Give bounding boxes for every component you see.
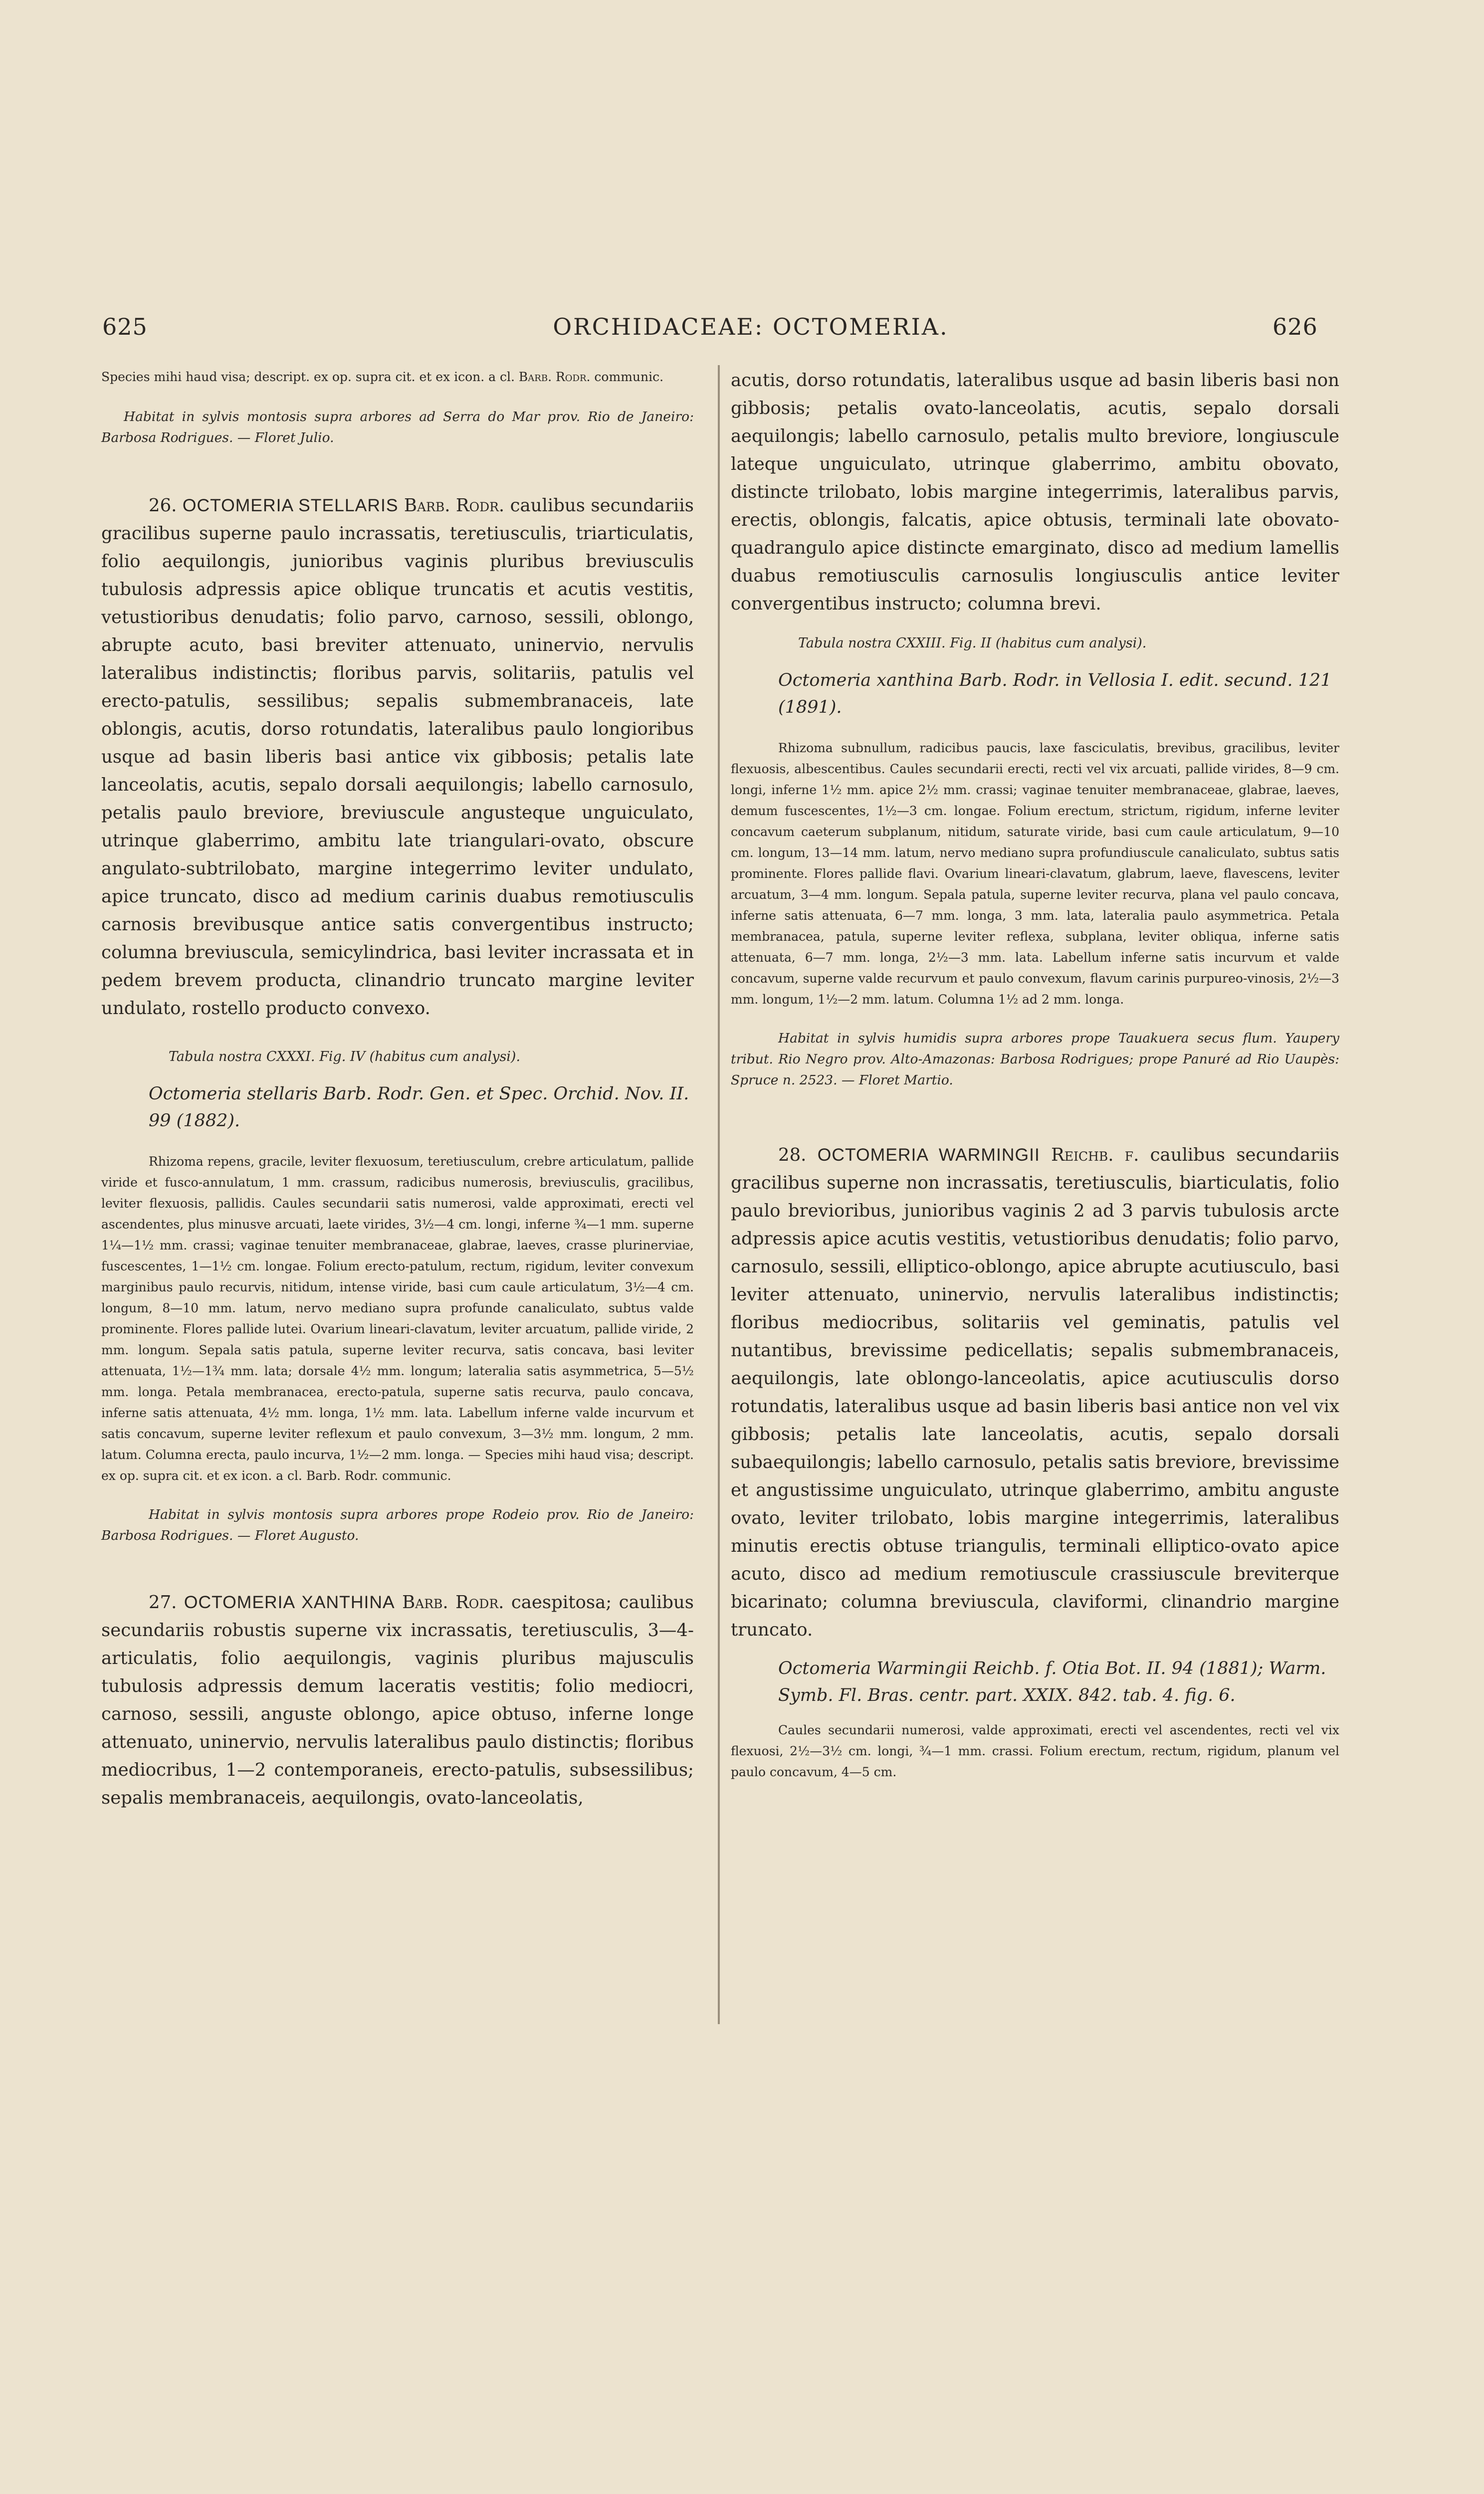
species-26-description: Rhizoma repens, gracile, leviter flexuosum, teretiusculum, crebre articulatum, pallide viride et fusco-annulatum, 1 mm. crassum, radicibus numerosis, breviusculis, gracilibus, leviter flexuosis, pallidis. Caules secundarii satis numerosi, valde approximati, erecti vel ascendentes, plus minusve arcuati, laete virides, 3½—4 cm. longi, inferne ¾—1 mm. superne 1¼—1½ mm. crassi; vaginae tenuiter membranaceae, glabrae, laeves, crasse plurinerviae, fuscescentes, 1—1½ cm. longae. Folium erecto-patulum, rectum, rigidum, leviter convexum marginibus paulo recurvis, nitidum, intense viride, basi cum caule articulatum, 3½—4 cm. longum, 8—10 mm. latum, nervo mediano supra profunde canaliculato, subtus valde prominente. Flores pallide lutei. Ovarium lineari-clavatum, leviter arcuatum, pallide viride, 2 mm. longum. Sepala satis patula, superne leviter recurva, satis concava, basi leviter attenuata, 1½—1¾ mm. lata; dorsale 4½ mm. longum; lateralia satis asymmetrica, 5—5½ mm. longa. Petala membranacea, erecto-patula, superne satis recurva, paulo concava, inferne satis attenuata, 4½ mm. longa, 1½ mm. lata. Labellum inferne valde incurvum et satis concavum, superne leviter reflexum et paulo convexum, 3—3½ mm. longum, 2 mm. latum. Columna erecta, paulo incurva, 1½—2 mm. longa. — Species mihi haud visa; descript. ex op. supra cit. et ex icon. a cl. Barb. Rodr. communic. — [101, 1154, 694, 1483]
column-divider — [718, 365, 720, 2024]
species-28-reference: Octomeria Warmingii Reichb. f. Otia Bot. II. 94 (1881); Warm. Symb. Fl. Bras. centr. part. XXIX. 842. tab. 4. fig. 6. — [778, 1659, 1326, 1705]
running-title: ORCHIDACEAE: OCTOMERIA. — [553, 313, 949, 340]
right-column — [731, 367, 1339, 1783]
species-27-reference: Octomeria xanthina Barb. Rodr. in Vellosia I. edit. secund. 121 (1891). — [778, 670, 1332, 717]
species-28-diagnosis: 28. OCTOMERIA WARMINGII Reichb. f. caulibus secundariis gracilibus superne non incrassatis, teretiusculis, biarticulatis, folio paulo brevioribus, junioribus vaginis 2 ad 3 parvis tubulosis arcte adpressis apice acutis vestitis, vetustioribus denudatis; folio parvo, carnosulo, sessili, elliptico-oblongo, apice abrupte acutiusculo, basi leviter attenuato, uninervio, nervulis lateralibus indistinctis; floribus mediocribus, solitariis vel geminatis, patulis vel nutantibus, brevissime pedicellatis; sepalis submembranaceis, aequilongis, late oblongo-lanceolatis, apice acutiusculis dorso rotundatis, lateralibus usque ad basin liberis basi antice non vel vix gibbosis; petalis late lanceolatis, acutis, sepalo dorsali subaequilongis; labello carnosulo, petalis satis breviore, brevissime et angustissime unguiculato, utrinque glaberrimo, ambitu anguste ovato, leviter trilobato, lobis margine integerrimis, lateralibus minutis erectis obtuse triangulis, terminali elliptico-ovato apice acuto, disco ad medium remotiuscule crassiuscule breviterque bicarinato; columna breviuscula, claviformi, clinandrio margine truncato. — [731, 1145, 1339, 1640]
left-column — [101, 367, 694, 1812]
species-27-description: Rhizoma subnullum, radicibus paucis, laxe fasciculatis, brevibus, gracilibus, leviter flexuosis, albescentibus. Caules secundarii erecti, recti vel vix arcuati, pallide virides, 8—9 cm. longi, inferne 1½ mm. apice 2½ mm. crassi; vaginae tenuiter membranaceae, glabrae, laeves, demum fuscescentes, 1½—3 cm. longae. Folium erectum, strictum, rigidum, inferne leviter concavum caeterum subplanum, nitidum, saturate viride, basi cum caule articulatum, 9—10 cm. longum, 13—14 mm. latum, nervo mediano supra profundiuscule canaliculato, subtus satis prominente. Flores pallide flavi. Ovarium lineari-clavatum, glabrum, laeve, flavescens, leviter arcuatum, 3—4 mm. longum. Sepala patula, superne leviter recurva, plana vel paulo concava, inferne satis attenuata, 6—7 mm. longa, 3 mm. lata, lateralia paulo asymmetrica. Petala membranacea, patula, superne leviter reflexa, subplana, leviter obliqua, inferne satis attenuata, 6—7 mm. longa, 2½—3 mm. lata. Labellum inferne satis incurvum et valde concavum, superne valde recurvum et paulo convexum, flavum carinis purpureo-vinosis, 2½—3 mm. longum, 1½—2 mm. latum. Columna 1½ ad 2 mm. longa. — [731, 741, 1339, 1007]
species-27-habitat: Habitat in sylvis humidis supra arbores prope Tauakuera secus flum. Yaupery tribut. Rio Negro prov. Alto-Amazonas: Barbosa Rodrigues; prope Panuré ad Rio Uaupès: Spruce n. 2523. — Floret Martio. — [731, 1031, 1339, 1088]
species-26-habitat: Habitat in sylvis montosis supra arbores prope Rodeio prov. Rio de Janeiro: Barbosa Rodrigues. — Floret Augusto. — [101, 1507, 694, 1543]
species-27-diagnosis-continued: acutis, dorso rotundatis, lateralibus usque ad basin liberis basi non gibbosis; petalis ovato-lanceolatis, acutis, sepalo dorsali aequilongis; labello carnosulo, petalis multo breviore, longiuscule lateque unguiculato, utrinque glaberrimo, ambitu obovato, distincte trilobato, lobis margine integerrimis, lateralibus parvis, erectis, oblongis, falcatis, apice obtusis, terminali late obovato-quadrangulo apice distincte emarginato, disco ad medium lamellis duabus remotiusculis carnosulis longiusculis antice leviter convergentibus instructo; columna brevi. — [731, 370, 1339, 614]
intro-note: Species mihi haud visa; descript. ex op. supra cit. et ex icon. a cl. Barb. Rodr. communic. — [101, 370, 664, 384]
page-number-right: 626 — [1272, 313, 1318, 340]
page-number-left: 625 — [102, 313, 148, 340]
species-26-plate: Tabula nostra CXXXI. Fig. IV (habitus cum analysi). — [169, 1049, 521, 1064]
habitat-top: Habitat in sylvis montosis supra arbores ad Serra do Mar prov. Rio de Janeiro: Barbosa Rodrigues. — Floret Julio. — [101, 409, 694, 445]
species-26-reference: Octomeria stellaris Barb. Rodr. Gen. et Spec. Orchid. Nov. II. 99 (1882). — [149, 1084, 689, 1131]
species-27-diagnosis: 27. OCTOMERIA XANTHINA Barb. Rodr. caespitosa; caulibus secundariis robustis superne vix incrassatis, teretiusculis, 3—4-articulatis, folio aequilongis, vaginis pluribus majusculis tubulosis adpressis demum laceratis vestitis; folio mediocri, carnoso, sessili, anguste oblongo, apice obtuso, inferne longe attenuato, uninervio, nervulis lateralibus paulo distinctis; floribus mediocribus, 1—2 contemporaneis, erecto-patulis, subsessilibus; sepalis membranaceis, aequilongis, ovato-lanceolatis, — [101, 1592, 694, 1808]
species-28-description: Caules secundarii numerosi, valde approximati, erecti vel ascendentes, recti vel vix flexuosi, 2½—3½ cm. longi, ¾—1 mm. crassi. Folium erectum, rectum, rigidum, planum vel paulo concavum, 4—5 cm. — [731, 1723, 1339, 1779]
species-27-plate: Tabula nostra CXXIII. Fig. II (habitus cum analysi). — [798, 635, 1147, 651]
species-26-diagnosis: 26. OCTOMERIA STELLARIS Barb. Rodr. caulibus secundariis gracilibus superne paulo incrassatis, teretiusculis, triarticulatis, folio aequilongis, junioribus vaginis pluribus breviusculis tubulosis adpressis apice oblique truncatis et acutis vestitis, vetustioribus denudatis; folio parvo, carnoso, sessili, oblongo, abrupte acuto, basi breviter attenuato, uninervio, nervulis lateralibus indistinctis; floribus parvis, solitariis, patulis vel erecto-patulis, sessilibus; sepalis submembranaceis, late oblongis, acutis, dorso rotundatis, lateralibus paulo longioribus usque ad basin liberis basi antice vix gibbosis; petalis late lanceolatis, acutis, sepalo dorsali aequilongis; labello carnosulo, petalis paulo breviore, breviuscule angusteque unguiculato, utrinque glaberrimo, ambitu late triangulari-ovato, obscure angulato-subtrilobato, margine integerrimo leviter undulato, apice truncato, disco ad medium carinis duabus remotiusculis carnosis brevibusque antice satis convergentibus instructo; columna breviuscula, semicylindrica, basi leviter incrassata et in pedem brevem producta, clinandrio truncato margine leviter undulato, rostello producto convexo. — [101, 495, 694, 1019]
